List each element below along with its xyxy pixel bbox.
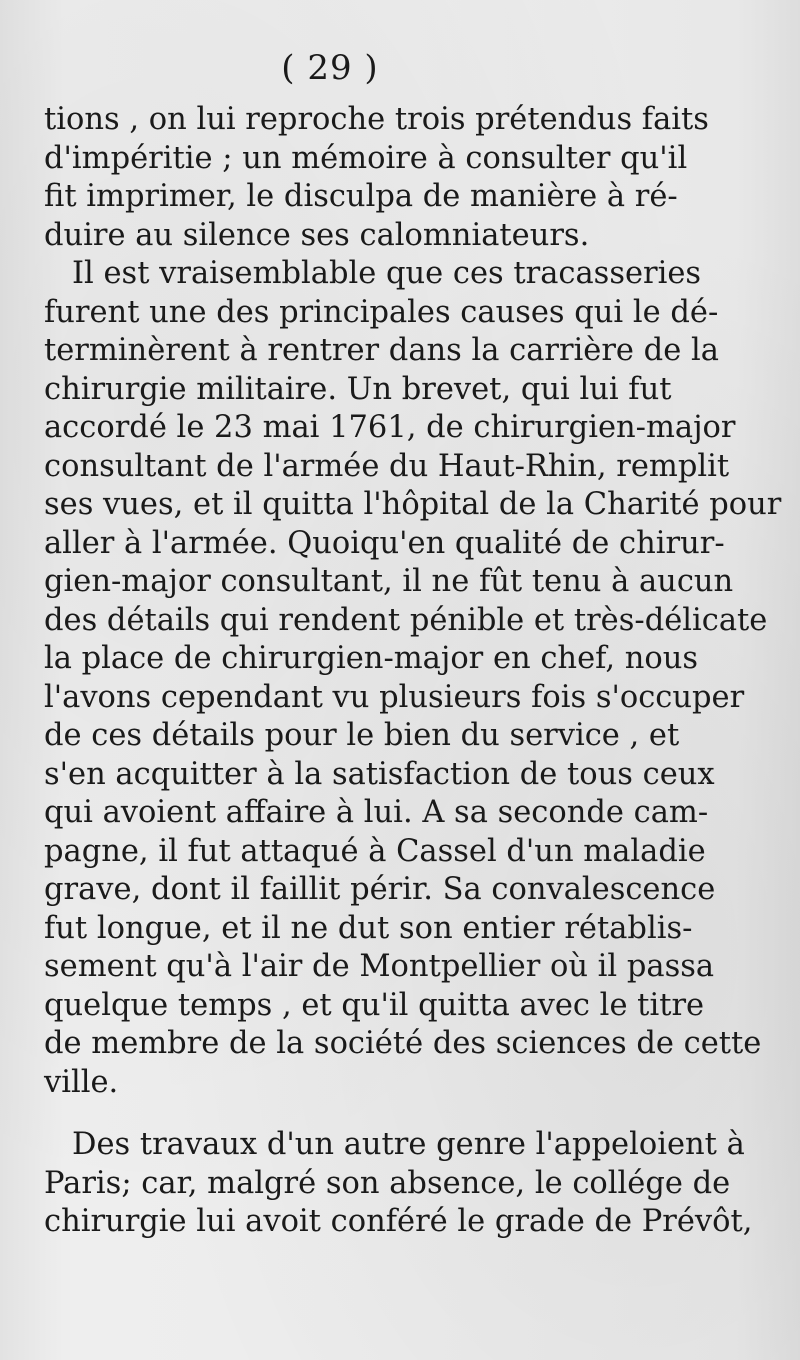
page-number: ( 29 ) bbox=[281, 48, 379, 88]
text-line: consultant de l'armée du Haut-Rhin, remplit bbox=[44, 448, 730, 484]
text-line: ses vues, et il quitta l'hôpital de la Charité pour bbox=[44, 487, 782, 522]
text-line: grave, dont il faillit périr. Sa convalescence bbox=[44, 872, 716, 907]
paragraph-3 bbox=[44, 1126, 753, 1242]
text-line: quelque temps , et qu'il quitta avec le titre bbox=[44, 987, 705, 1023]
text-line: Paris; car, malgré son absence, le collége de bbox=[44, 1165, 731, 1201]
text-line: terminèrent à rentrer dans la carrière de la bbox=[44, 333, 719, 368]
text-line: de membre de la société des sciences de cette bbox=[44, 1026, 762, 1061]
body-text bbox=[44, 101, 782, 1242]
text-line: d'impéritie ; un mémoire à consulter qu'il bbox=[44, 140, 688, 176]
paragraph-1 bbox=[44, 101, 709, 255]
text-line: l'avons cependant vu plusieurs fois s'occuper bbox=[44, 679, 745, 715]
text-line: ville. bbox=[44, 1064, 119, 1100]
text-line: Il est vraisemblable que ces tracasseries bbox=[72, 256, 702, 291]
text-line: accordé le 23 mai 1761, de chirurgien-major bbox=[44, 410, 736, 445]
text-line: des détails qui rendent pénible et très-délicate bbox=[44, 602, 768, 638]
text-line: la place de chirurgien-major en chef, nous bbox=[44, 641, 699, 676]
text-line: fut longue, et il ne dut son entier rétablis- bbox=[44, 910, 693, 946]
text-line: de ces détails pour le bien du service , et bbox=[44, 718, 680, 753]
text-line: gien-major consultant, il ne fût tenu à aucun bbox=[44, 564, 734, 599]
text-line: tions , on lui reproche trois prétendus faits bbox=[44, 102, 709, 137]
text-line: chirurgie lui avoit conféré le grade de Prévôt, bbox=[44, 1204, 753, 1239]
text-line: furent une des principales causes qui le dé- bbox=[44, 294, 719, 330]
text-line: s'en acquitter à la satisfaction de tous ceux bbox=[44, 756, 715, 792]
text-line: aller à l'armée. Quoiqu'en qualité de chirur- bbox=[44, 525, 725, 561]
text-line: pagne, il fut attaqué à Cassel d'un maladie bbox=[44, 833, 706, 869]
text-line: qui avoient affaire à lui. A sa seconde cam- bbox=[44, 795, 709, 830]
text-line: fit imprimer, le disculpa de manière à ré- bbox=[44, 179, 678, 214]
text-line: sement qu'à l'air de Montpellier où il passa bbox=[44, 949, 715, 984]
text-line: duire au silence ses calomniateurs. bbox=[44, 217, 590, 253]
paragraph-2 bbox=[44, 255, 782, 1102]
text-line: Des travaux d'un autre genre l'appeloient à bbox=[72, 1127, 745, 1162]
text-line: chirurgie militaire. Un brevet, qui lui fut bbox=[44, 371, 672, 407]
